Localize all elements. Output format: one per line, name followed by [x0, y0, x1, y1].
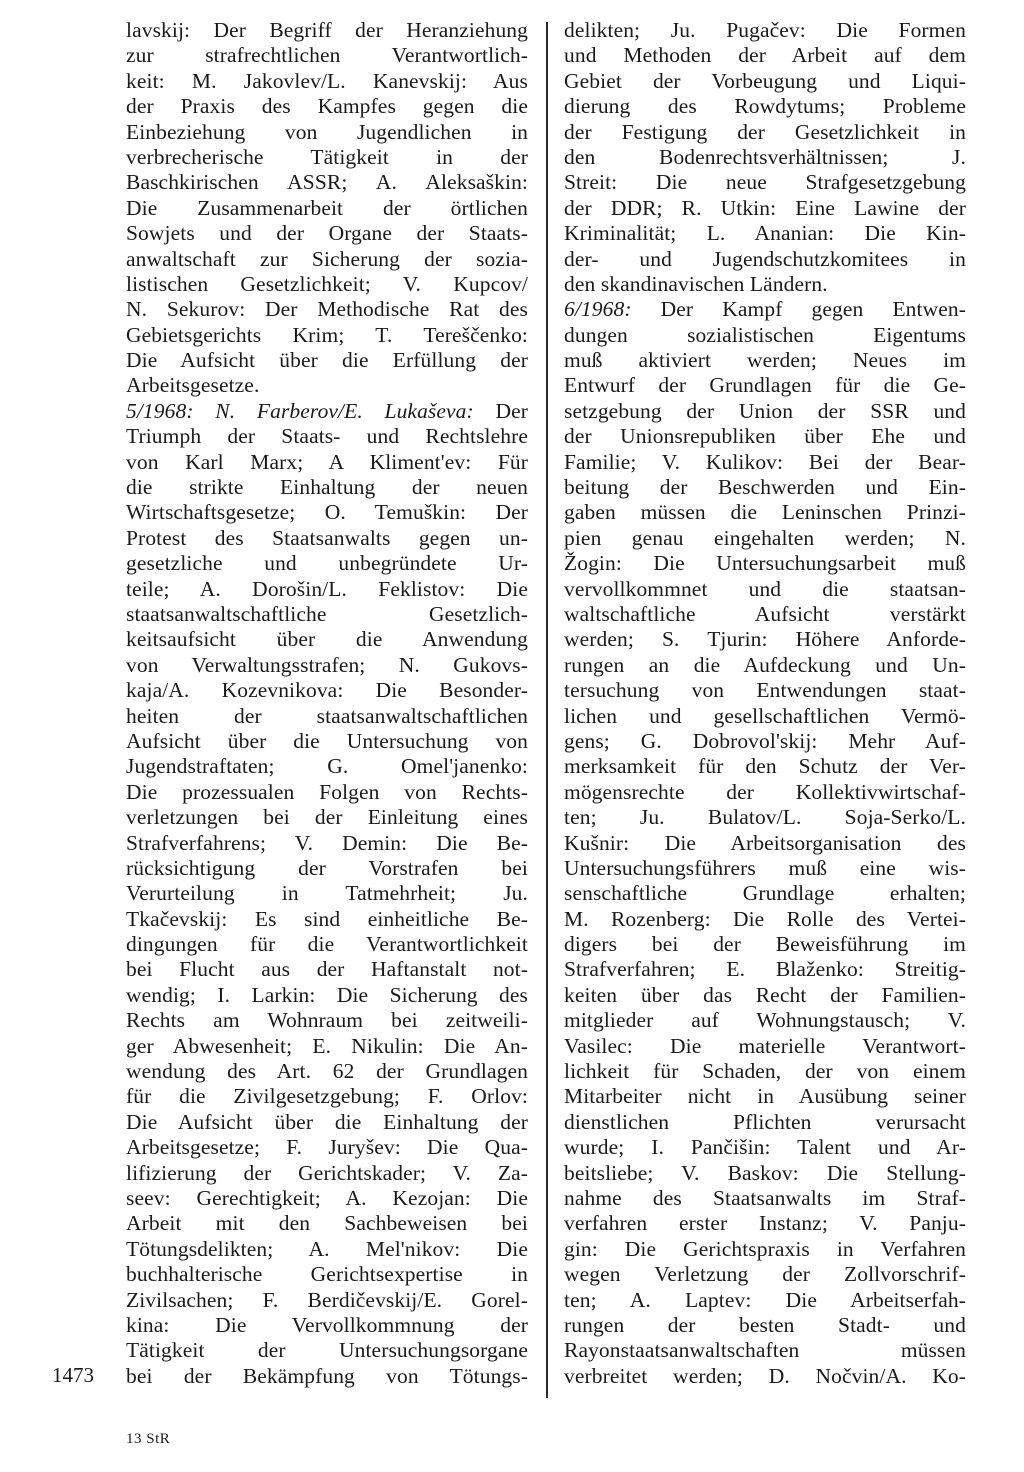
text-line: wurde; I. Pančišin: Talent und Ar-	[564, 1135, 966, 1160]
text-line: M. Rozenberg: Die Rolle des Vertei-	[564, 906, 966, 931]
text-line: zur strafrechtlichen Verantwortlich-	[126, 43, 528, 68]
text-line: Untersuchungsführers muß eine wis-	[564, 855, 966, 880]
text-line: der Unionsrepubliken über Ehe und	[564, 424, 966, 449]
text-line: Aufsicht über die Untersuchung von	[126, 728, 528, 753]
text-line: staatsanwaltschaftliche Gesetzlich-	[126, 601, 528, 626]
text-line: und Methoden der Arbeit auf dem	[564, 43, 966, 68]
text-line: lavskij: Der Begriff der Heranziehung	[126, 18, 528, 42]
text-line: die strikte Einhaltung der neuen	[126, 475, 528, 500]
text-line: teile; A. Dorošin/L. Feklistov: Die	[126, 576, 528, 601]
text-line: wendung des Art. 62 der Grundlagen	[126, 1059, 528, 1084]
text-line: rungen an die Aufdeckung und Un-	[564, 652, 966, 677]
text-line: 6/1968: Der Kampf gegen Entwen-	[564, 297, 966, 322]
text-line: der DDR; R. Utkin: Eine Lawine der	[564, 195, 966, 220]
text-line: Tätigkeit der Untersuchungsorgane	[126, 1338, 528, 1363]
text-line: gens; G. Dobrovol'skij: Mehr Auf-	[564, 728, 966, 753]
printer-signature: 13 StR	[126, 1431, 171, 1447]
text-line: Zivilsachen; F. Berdičevskij/E. Gorel-	[126, 1287, 528, 1312]
text-line: lifizierung der Gerichtskader; V. Za-	[126, 1160, 528, 1185]
text-line: kina: Die Vervollkommnung der	[126, 1312, 528, 1337]
text-line: Strafverfahren; E. Blaženko: Streitig-	[564, 957, 966, 982]
text-line: der- und Jugendschutzkomitees in	[564, 246, 966, 271]
text-line: lichen und gesellschaftlichen Vermö-	[564, 703, 966, 728]
text-line: Strafverfahrens; V. Demin: Die Be-	[126, 830, 528, 855]
text-line: von Karl Marx; A Kliment'ev: Für	[126, 449, 528, 474]
text-line: vervollkommnet und die staatsan-	[564, 576, 966, 601]
text-line: Sowjets und der Organe der Staats-	[126, 221, 528, 246]
text-line: Einbeziehung von Jugendlichen in	[126, 119, 528, 144]
text-line: tersuchung von Entwendungen staat-	[564, 678, 966, 703]
text-line: Die Zusammenarbeit der örtlichen	[126, 195, 528, 220]
text-line: seev: Gerechtigkeit; A. Kezojan: Die	[126, 1185, 528, 1210]
text-line: verfahren erster Instanz; V. Panju-	[564, 1211, 966, 1236]
text-line: verbrecherische Tätigkeit in der	[126, 144, 528, 169]
text-line: Wirtschaftsgesetze; O. Temuškin: Der	[126, 500, 528, 525]
text-line: Die Aufsicht über die Einhaltung der	[126, 1109, 528, 1134]
text-line: Gebiet der Vorbeugung und Liqui-	[564, 68, 966, 93]
text-line: keiten über das Recht der Familien-	[564, 982, 966, 1007]
text-line: Kušnir: Die Arbeitsorganisation des	[564, 830, 966, 855]
text-line: 5/1968: N. Farberov/E. Lukaševa: Der	[126, 398, 528, 423]
text-line: Jugendstraftaten; G. Omel'janenko:	[126, 754, 528, 779]
text-line: waltschaftliche Aufsicht verstärkt	[564, 601, 966, 626]
text-line: lichkeit für Schaden, der von einem	[564, 1059, 966, 1084]
text-line: kaja/A. Kozevnikova: Die Besonder-	[126, 678, 528, 703]
text-line: Streit: Die neue Strafgesetzgebung	[564, 170, 966, 195]
text-line: ten; A. Laptev: Die Arbeitserfah-	[564, 1287, 966, 1312]
text-line: Triumph der Staats- und Rechtslehre	[126, 424, 528, 449]
text-line: Die prozessualen Folgen von Rechts-	[126, 779, 528, 804]
text-line: mögensrechte der Kollektivwirtschaf-	[564, 779, 966, 804]
text-line: Vasilec: Die materielle Verantwort-	[564, 1033, 966, 1058]
text-line: verletzungen bei der Einleitung eines	[126, 805, 528, 830]
text-line: verbreitet werden; D. Nočvin/A. Ko-	[564, 1363, 966, 1388]
text-line: Entwurf der Grundlagen für die Ge-	[564, 373, 966, 398]
text-line: beitung der Beschwerden und Ein-	[564, 475, 966, 500]
text-line: von Verwaltungsstrafen; N. Gukovs-	[126, 652, 528, 677]
text-line: Tkačevskij: Es sind einheitliche Be-	[126, 906, 528, 931]
text-line: Baschkirischen ASSR; A. Aleksaškin:	[126, 170, 528, 195]
text-line: gesetzliche und unbegründete Ur-	[126, 551, 528, 576]
text-line: setzgebung der Union der SSR und	[564, 398, 966, 423]
text-line: beitsliebe; V. Baskov: Die Stellung-	[564, 1160, 966, 1185]
text-line: Žogin: Die Untersuchungsarbeit muß	[564, 551, 966, 576]
text-line: listischen Gesetzlichkeit; V. Kupcov/	[126, 271, 528, 296]
text-line: bei Flucht aus der Haftanstalt not-	[126, 957, 528, 982]
text-line: muß aktiviert werden; Neues im	[564, 348, 966, 373]
text-line: Rechts am Wohnraum bei zeitweili-	[126, 1008, 528, 1033]
text-line: Arbeitsgesetze; F. Juryšev: Die Qua-	[126, 1135, 528, 1160]
text-line: Die Aufsicht über die Erfüllung der	[126, 348, 528, 373]
text-line: dienstlichen Pflichten verursacht	[564, 1109, 966, 1134]
text-line: für die Zivilgesetzgebung; F. Orlov:	[126, 1084, 528, 1109]
left-text-column	[126, 18, 528, 1389]
text-line: Tötungsdelikten; A. Mel'nikov: Die	[126, 1236, 528, 1261]
text-line: dingungen für die Verantwortlichkeit	[126, 932, 528, 957]
text-line: wendig; I. Larkin: Die Sicherung des	[126, 982, 528, 1007]
text-line: rungen der besten Stadt- und	[564, 1312, 966, 1337]
text-line: Verurteilung in Tatmehrheit; Ju.	[126, 881, 528, 906]
text-line: delikten; Ju. Pugačev: Die Formen	[564, 18, 966, 42]
column-divider	[546, 22, 548, 1398]
page-number: 1473	[52, 1363, 94, 1387]
text-line: N. Sekurov: Der Methodische Rat des	[126, 297, 528, 322]
text-line: keit: M. Jakovlev/L. Kanevskij: Aus	[126, 68, 528, 93]
text-line: Rayonstaatsanwaltschaften müssen	[564, 1338, 966, 1363]
text-line: ten; Ju. Bulatov/L. Soja-Serko/L.	[564, 805, 966, 830]
text-line: rücksichtigung der Vorstrafen bei	[126, 855, 528, 880]
text-line: ger Abwesenheit; E. Nikulin: Die An-	[126, 1033, 528, 1058]
text-line: Protest des Staatsanwalts gegen un-	[126, 525, 528, 550]
text-line: dierung des Rowdytums; Probleme	[564, 94, 966, 119]
text-line: gaben müssen die Leninschen Prinzi-	[564, 500, 966, 525]
text-line: Mitarbeiter nicht in Ausübung seiner	[564, 1084, 966, 1109]
text-line: buchhalterische Gerichtsexpertise in	[126, 1262, 528, 1287]
text-line: Familie; V. Kulikov: Bei der Bear-	[564, 449, 966, 474]
text-line: Arbeit mit den Sachbeweisen bei	[126, 1211, 528, 1236]
text-line: anwaltschaft zur Sicherung der sozia-	[126, 246, 528, 271]
text-line: mitglieder auf Wohnungstausch; V.	[564, 1008, 966, 1033]
text-line: heiten der staatsanwaltschaftlichen	[126, 703, 528, 728]
text-line: Gebietsgerichts Krim; T. Tereščenko:	[126, 322, 528, 347]
text-line: wegen Verletzung der Zollvorschrif-	[564, 1262, 966, 1287]
text-line: der Festigung der Gesetzlichkeit in	[564, 119, 966, 144]
text-line: pien genau eingehalten werden; N.	[564, 525, 966, 550]
text-line: keitsaufsicht über die Anwendung	[126, 627, 528, 652]
text-line: Kriminalität; L. Ananian: Die Kin-	[564, 221, 966, 246]
text-line: bei der Bekämpfung von Tötungs-	[126, 1363, 528, 1388]
text-line: Arbeitsgesetze.	[126, 373, 260, 398]
text-line: werden; S. Tjurin: Höhere Anforde-	[564, 627, 966, 652]
right-text-column	[564, 18, 966, 1389]
text-line: senschaftliche Grundlage erhalten;	[564, 881, 966, 906]
text-line: dungen sozialistischen Eigentums	[564, 322, 966, 347]
text-line: gin: Die Gerichtspraxis in Verfahren	[564, 1236, 966, 1261]
text-line: merksamkeit für den Schutz der Ver-	[564, 754, 966, 779]
text-line: nahme des Staatsanwalts im Straf-	[564, 1185, 966, 1210]
text-line: der Praxis des Kampfes gegen die	[126, 94, 528, 119]
text-line: den Bodenrechtsverhältnissen; J.	[564, 144, 966, 169]
text-line: digers bei der Beweisführung im	[564, 932, 966, 957]
text-line: den skandinavischen Ländern.	[564, 271, 828, 296]
